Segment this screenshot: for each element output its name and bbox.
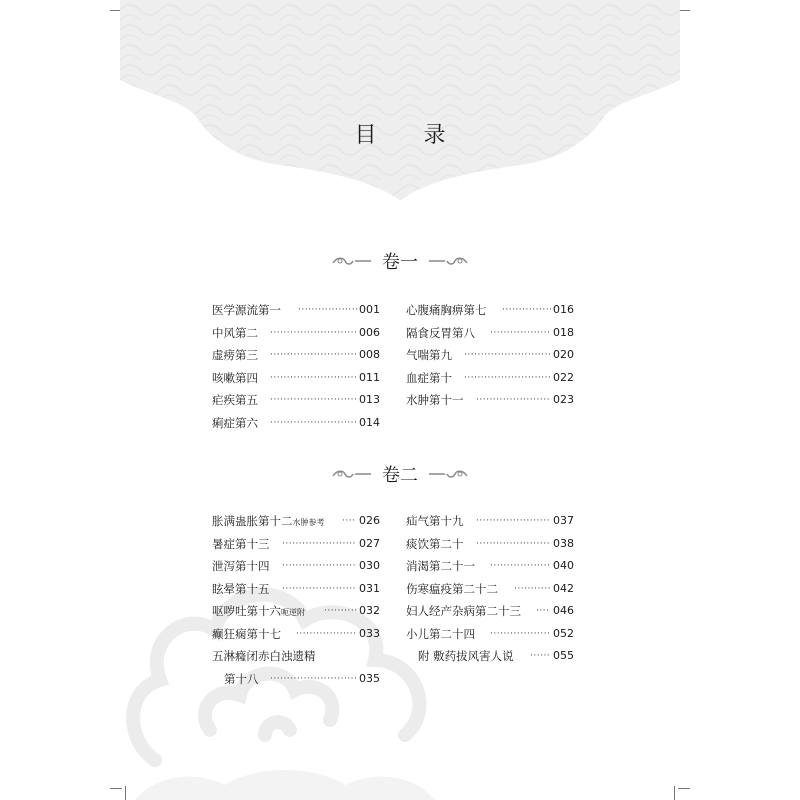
toc-entry-title: 泄泻第十四 <box>212 559 270 573</box>
toc-entry-page: 016 <box>553 303 574 316</box>
crop-mark <box>674 786 675 800</box>
leader-dots: ······················ <box>282 583 356 594</box>
toc-entry-page: 042 <box>553 581 574 595</box>
toc-entry[interactable] <box>212 412 380 435</box>
header-ornament <box>0 0 800 210</box>
toc-entry[interactable] <box>212 645 380 668</box>
toc-entry-title: 妇人经产杂病第二十三 <box>406 604 521 618</box>
toc-entry-title: 咳嗽第四 <box>212 370 258 385</box>
toc-entry[interactable] <box>212 510 380 533</box>
toc-entry-title <box>212 510 325 535</box>
leader-dots: ·························· <box>270 673 358 684</box>
toc-entry-title: 暑症第十三 <box>212 536 270 551</box>
toc-entry[interactable] <box>406 533 574 556</box>
leader-dots: ···· <box>342 516 356 526</box>
toc-entry-page: 038 <box>553 536 574 550</box>
toc-entry-page: 033 <box>359 626 380 640</box>
toc-entry[interactable] <box>406 623 574 646</box>
toc-entry[interactable] <box>406 510 574 533</box>
toc-entry-title: 小儿第二十四 <box>406 626 475 641</box>
toc-entry-title: 癫狂痫第十七 <box>212 626 281 641</box>
toc-entry-page: 006 <box>359 325 380 339</box>
toc-entry-page: 023 <box>553 393 574 406</box>
toc-entry-page: 013 <box>359 393 380 406</box>
leader-dots: ·················· <box>298 305 358 315</box>
toc-column-left <box>212 510 380 690</box>
toc-entry-page: 032 <box>359 604 380 617</box>
toc-entry-continued[interactable] <box>212 668 380 691</box>
toc-entry-page: 055 <box>553 649 574 662</box>
toc-entry-note: 水肿参考 <box>292 518 325 527</box>
toc-entry-title: 血症第十 <box>406 370 452 385</box>
toc-entry[interactable] <box>212 322 380 345</box>
volume-heading <box>0 248 800 276</box>
leader-dots: ·················· <box>296 628 357 639</box>
toc-entry-page: 026 <box>359 514 380 527</box>
leader-dots: ·························· <box>270 395 358 405</box>
toc-entry-page: 052 <box>553 626 574 640</box>
toc-entry-title: 疟疾第五 <box>212 393 258 407</box>
scroll-ornament-icon <box>427 255 469 267</box>
leader-dots: ·························· <box>270 350 358 360</box>
toc-entry-title-text: 呕哕吐第十六 <box>212 604 281 618</box>
toc-entry-page: 035 <box>359 671 380 685</box>
scroll-ornament-icon <box>331 468 373 480</box>
toc-entry-page: 022 <box>553 370 574 384</box>
toc-entry-title <box>212 600 305 625</box>
toc-entry[interactable] <box>406 367 574 390</box>
leader-dots: ·························· <box>464 372 552 383</box>
toc-entry[interactable] <box>406 389 574 412</box>
toc-entry-title: 痢症第六 <box>212 415 258 430</box>
toc-entry-title: 心腹痛胸痹第七 <box>406 303 487 317</box>
leader-dots: ······················ <box>282 538 356 549</box>
toc-entry-page: 027 <box>359 536 380 550</box>
leader-dots: ···· <box>536 606 550 616</box>
volume-label: 卷一 <box>382 252 418 273</box>
toc-entry[interactable] <box>406 645 574 668</box>
toc-entry-title: 眩晕第十五 <box>212 581 270 596</box>
toc-entry-title: 痰饮第二十 <box>406 536 464 551</box>
leader-dots: ······················ <box>476 538 550 549</box>
toc-entry-title: 隔食反胃第八 <box>406 325 475 340</box>
scroll-ornament-icon <box>331 255 373 267</box>
leader-dots: ·················· <box>490 561 551 571</box>
leader-dots: ······················ <box>282 561 356 571</box>
leader-dots: ·················· <box>490 327 551 338</box>
toc-entry[interactable] <box>406 555 574 578</box>
page-title: 目 录 <box>354 123 466 148</box>
toc-entry-page: 008 <box>359 348 380 361</box>
toc-entry[interactable] <box>212 367 380 390</box>
leader-dots: ··········· <box>514 583 551 594</box>
toc-entry[interactable] <box>406 299 574 322</box>
toc-entry-note: 呃逆附 <box>281 608 305 617</box>
toc-entry-page: 014 <box>359 415 380 429</box>
leader-dots: ······················ <box>476 516 550 526</box>
leader-dots: ·························· <box>270 327 358 338</box>
toc-entry-page: 030 <box>359 559 380 572</box>
leader-dots: ·················· <box>490 628 551 639</box>
leader-dots: ·························· <box>464 350 552 360</box>
toc-entry-page: 037 <box>553 514 574 527</box>
toc-column-left <box>212 299 380 434</box>
toc-entry[interactable] <box>212 600 380 623</box>
toc-entry-page: 011 <box>359 370 380 384</box>
toc-entry[interactable] <box>406 344 574 367</box>
toc-entry-title: 伤寒瘟疫第二十二 <box>406 581 498 596</box>
leader-dots: ······ <box>530 651 551 661</box>
toc-entry[interactable] <box>212 533 380 556</box>
toc-entry-title: 虚痨第三 <box>212 348 258 362</box>
leader-dots: ·························· <box>270 372 358 383</box>
toc-entry[interactable] <box>212 578 380 601</box>
leader-dots: ·········· <box>324 606 358 616</box>
toc-entry[interactable] <box>406 600 574 623</box>
volume-label: 卷二 <box>382 465 418 486</box>
toc-entry-title: 医学源流第一 <box>212 303 281 317</box>
toc-entry[interactable] <box>212 623 380 646</box>
toc-entry-title-text: 胀满蛊胀第十二 <box>212 514 293 528</box>
toc-entry-page: 046 <box>553 604 574 617</box>
toc-entry-page: 031 <box>359 581 380 595</box>
toc-entry[interactable] <box>212 344 380 367</box>
leader-dots: ··············· <box>502 305 552 315</box>
toc-entry[interactable] <box>406 578 574 601</box>
toc-entry-title: 水肿第十一 <box>406 393 464 407</box>
volume-heading <box>0 461 800 489</box>
toc-column-right <box>406 299 574 412</box>
toc-entry-title: 消渴第二十一 <box>406 559 475 573</box>
toc-entry[interactable] <box>406 322 574 345</box>
toc-entry[interactable] <box>212 299 380 322</box>
toc-entry[interactable] <box>212 389 380 412</box>
toc-entry-page: 020 <box>553 348 574 361</box>
toc-entry-title: 附 敷药拔风害人说 <box>418 649 514 663</box>
toc-entry-page: 001 <box>359 303 380 316</box>
toc-entry-title: 第十八 <box>224 671 259 686</box>
toc-entry-title: 疝气第十九 <box>406 514 464 528</box>
leader-dots: ·························· <box>270 417 358 428</box>
toc-column-right <box>406 510 574 668</box>
scroll-ornament-icon <box>427 468 469 480</box>
toc-entry-title: 五淋癃闭赤白浊遗精 <box>212 649 316 663</box>
leader-dots: ······················ <box>476 395 550 405</box>
toc-entry-page: 018 <box>553 325 574 339</box>
toc-entry-title: 中风第二 <box>212 325 258 340</box>
crop-mark <box>678 788 690 789</box>
toc-entry-title: 气喘第九 <box>406 348 452 362</box>
toc-entry[interactable] <box>212 555 380 578</box>
toc-entry-page: 040 <box>553 559 574 572</box>
